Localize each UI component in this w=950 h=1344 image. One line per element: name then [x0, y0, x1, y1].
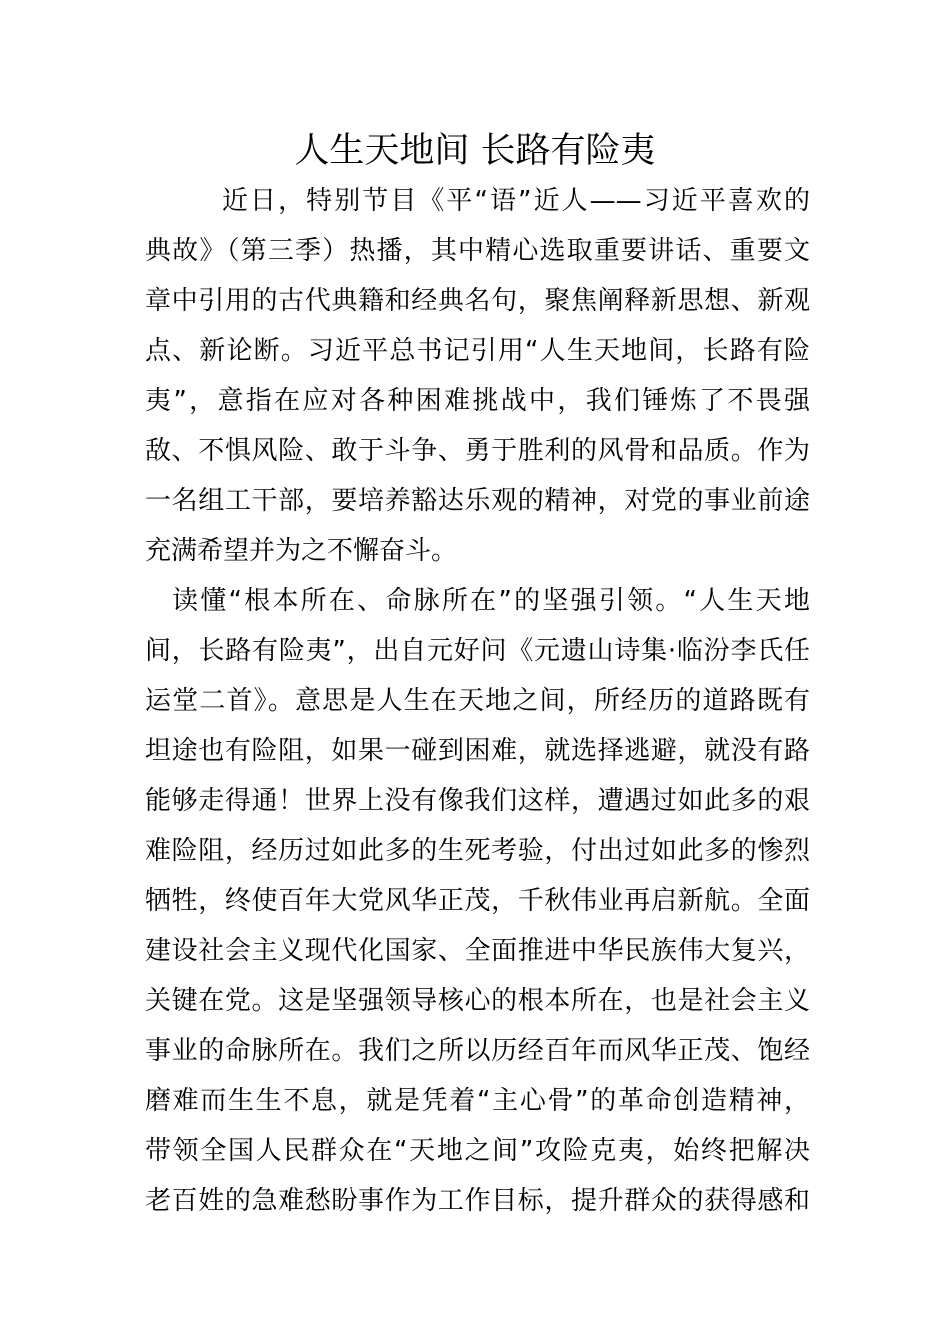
paragraph-2-line-10: 事业的命脉所在。我们之所以历经百年而风华正茂、饱经 [145, 1036, 810, 1066]
paragraph-1-line-2: 典故》（第三季）热播，其中精心选取重要讲话、重要文 [145, 236, 810, 266]
paragraph-1-line-4: 点、新论断。习近平总书记引用“人生天地间，长路有险 [145, 336, 810, 366]
paragraph-2-line-6: 难险阻，经历过如此多的生死考验，付出过如此多的惨烈 [145, 836, 810, 866]
paragraph-1-line-3: 章中引用的古代典籍和经典名句，聚焦阐释新思想、新观 [145, 286, 810, 316]
paragraph-2-line-12: 带领全国人民群众在“天地之间”攻险克夷，始终把解决 [145, 1136, 810, 1166]
paragraph-1-line-7: 一名组工干部，要培养豁达乐观的精神，对党的事业前途 [145, 486, 810, 516]
paragraph-2-line-5: 能够走得通！世界上没有像我们这样，遭遇过如此多的艰 [145, 786, 810, 816]
paragraph-1-line-1: 近日，特别节目《平“语”近人——习近平喜欢的 [222, 186, 810, 216]
paragraph-2-line-7: 牺牲，终使百年大党风华正茂，千秋伟业再启新航。全面 [145, 886, 810, 916]
paragraph-2-line-3: 运堂二首》。意思是人生在天地之间，所经历的道路既有 [145, 686, 810, 716]
paragraph-2-line-13: 老百姓的急难愁盼事作为工作目标，提升群众的获得感和 [145, 1186, 810, 1216]
paragraph-1-line-8: 充满希望并为之不懈奋斗。 [145, 536, 458, 566]
paragraph-1-line-6: 敌、不惧风险、敢于斗争、勇于胜利的风骨和品质。作为 [145, 436, 810, 466]
paragraph-2-line-11: 磨难而生生不息，就是凭着“主心骨”的革命创造精神， [145, 1086, 810, 1116]
paragraph-2-line-9: 关键在党。这是坚强领导核心的根本所在，也是社会主义 [145, 986, 810, 1016]
paragraph-2-line-2: 间，长路有险夷”，出自元好问《元遗山诗集·临汾李氏任 [145, 636, 810, 666]
paragraph-2-line-4: 坦途也有险阻，如果一碰到困难，就选择逃避，就没有路 [145, 736, 810, 766]
document-title: 人生天地间 长路有险夷 [294, 131, 656, 171]
paragraph-2-line-8: 建设社会主义现代化国家、全面推进中华民族伟大复兴， [145, 936, 810, 966]
paragraph-2-line-1: 读懂“根本所在、命脉所在”的坚强引领。“人生天地 [172, 586, 810, 616]
paragraph-1-line-5: 夷”，意指在应对各种困难挑战中，我们锤炼了不畏强 [145, 386, 810, 416]
